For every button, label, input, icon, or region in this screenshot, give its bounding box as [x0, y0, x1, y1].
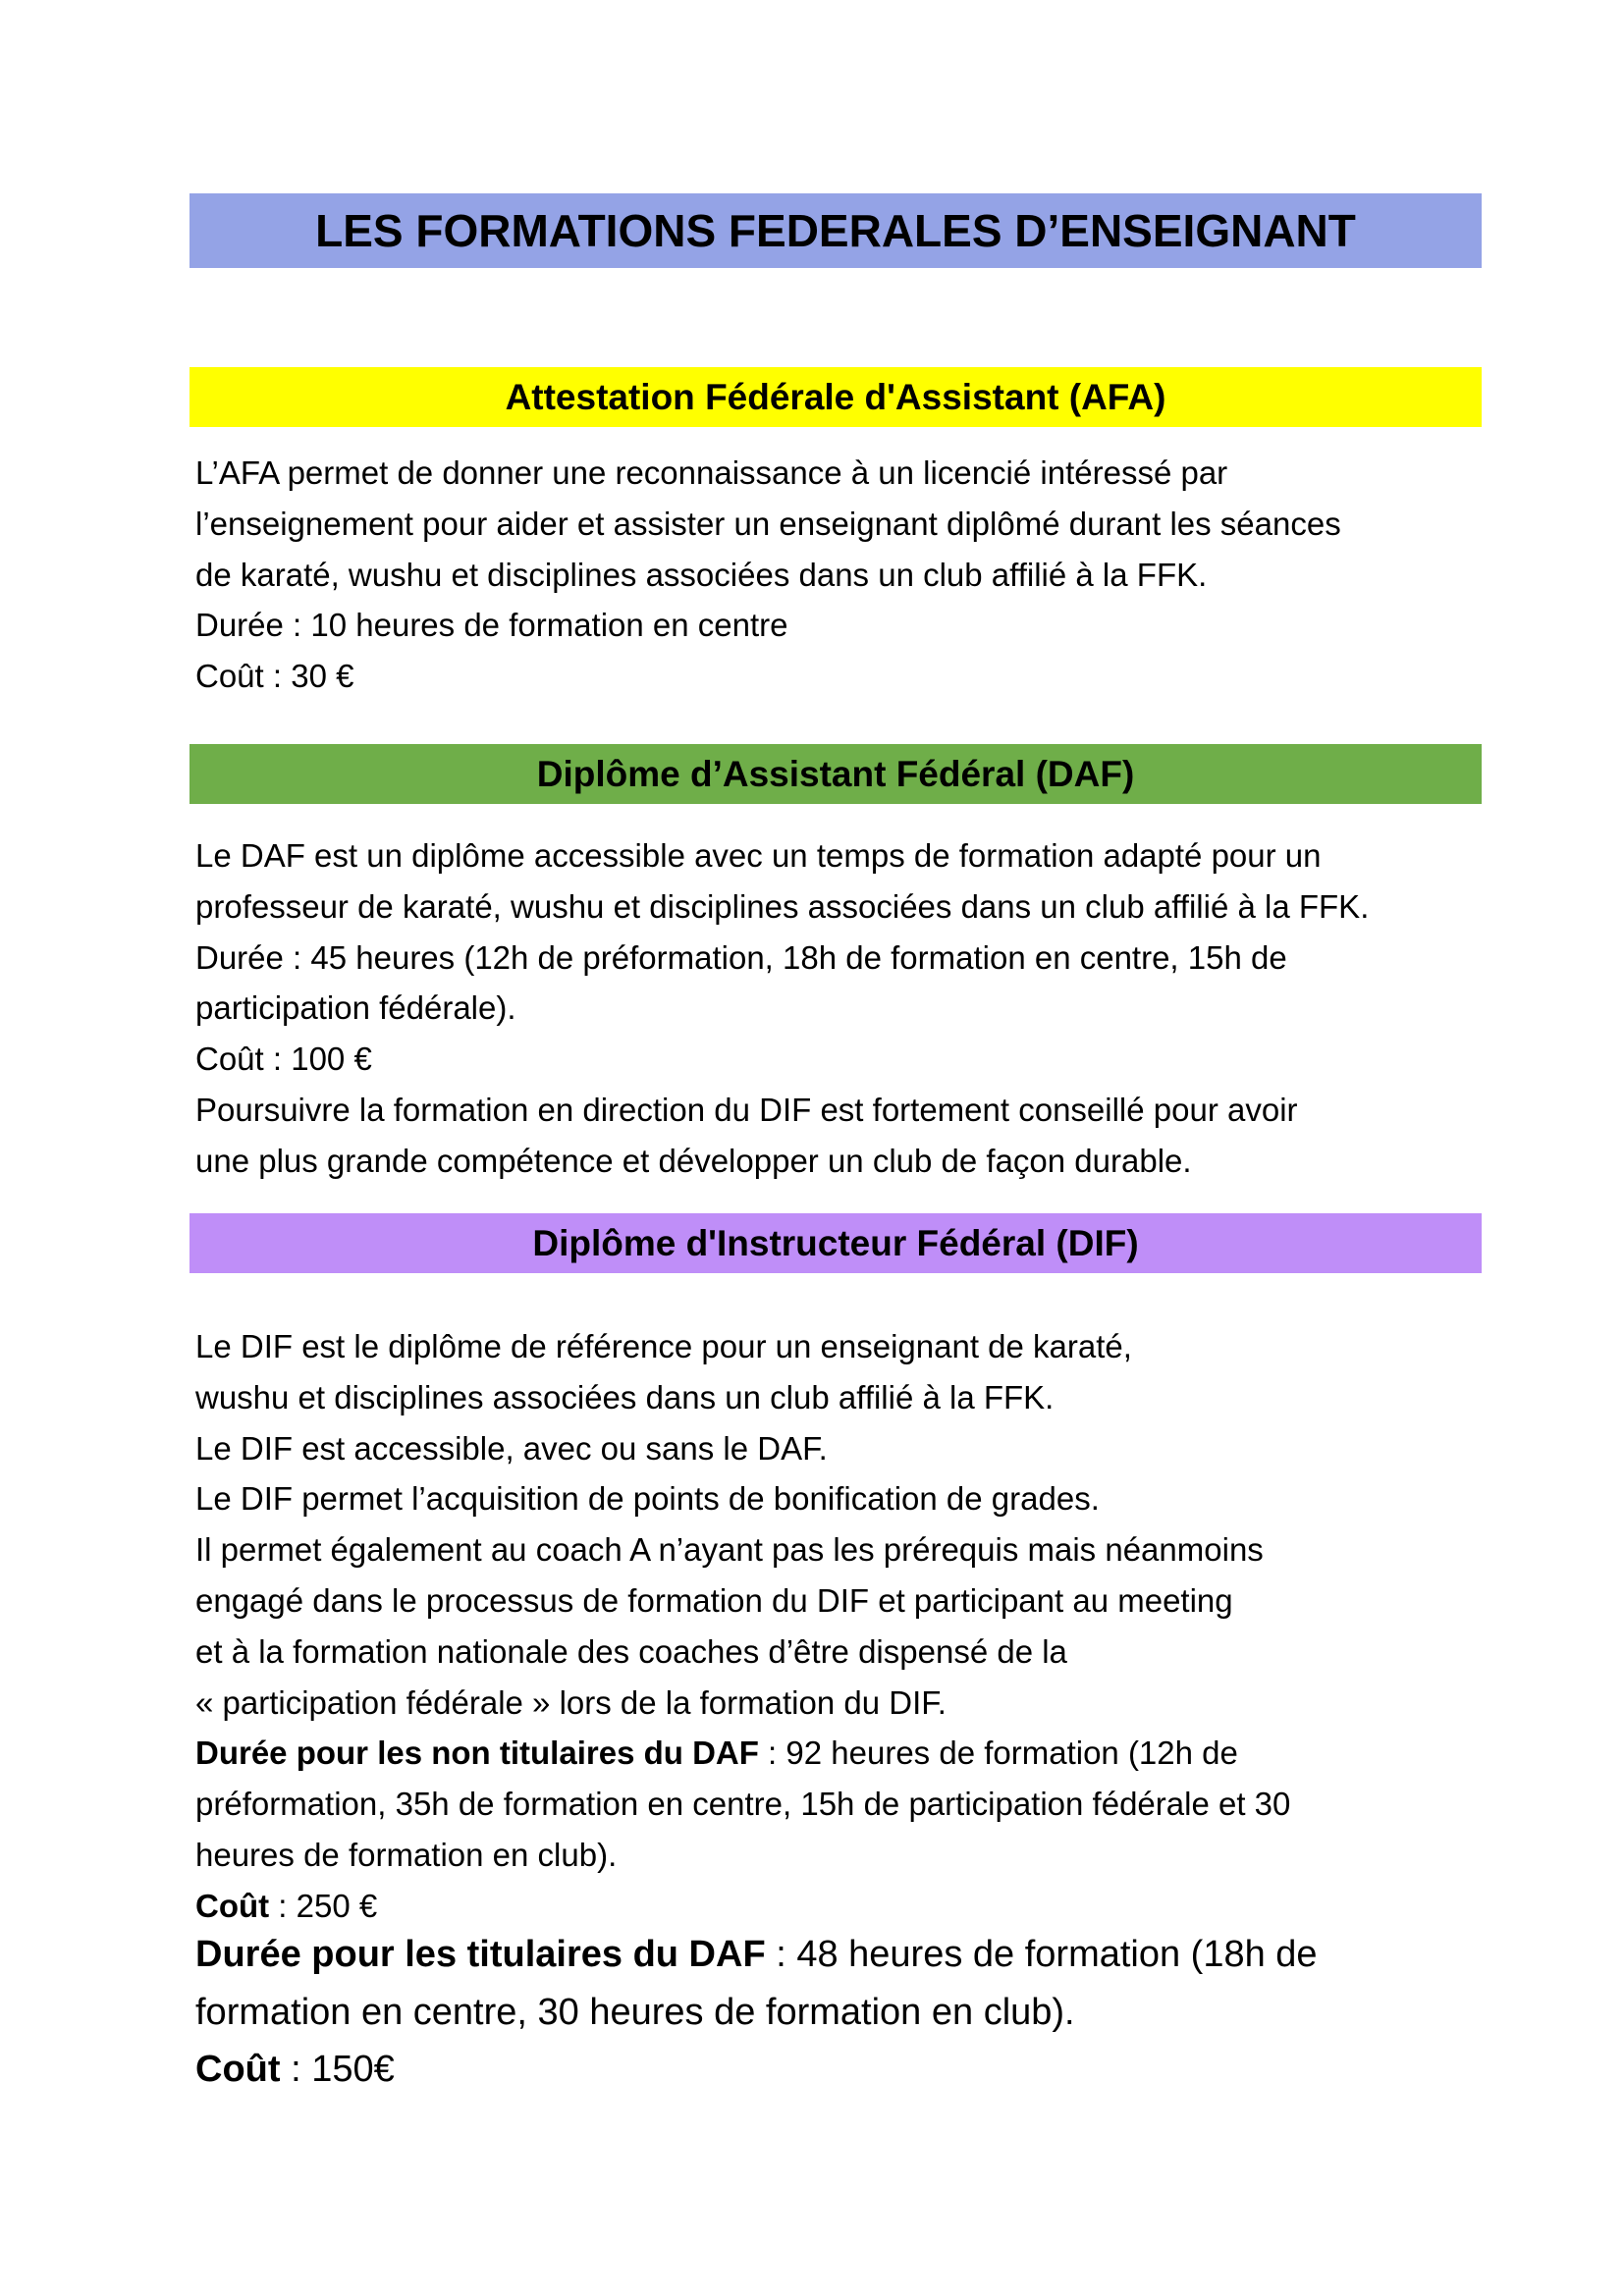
page-title-text: LES FORMATIONS FEDERALES D’ENSEIGNANT — [315, 205, 1356, 256]
cout-value: : 250 € — [269, 1887, 378, 1924]
dif-line: préformation, 35h de formation en centre, 15h de participation fédérale et 30 — [195, 1786, 1291, 1823]
daf-line: une plus grande compétence et développer un club de façon durable. — [195, 1142, 1192, 1179]
daf-description — [195, 830, 1472, 1187]
cout-label: Coût — [195, 1887, 270, 1924]
cout-label: Coût — [195, 2049, 281, 2090]
dif-heading-text: Diplôme d'Instructeur Fédéral (DIF) — [532, 1222, 1139, 1263]
page-title — [189, 193, 1482, 268]
daf-line: professeur de karaté, wushu et disciplines associées dans un club affilié à la FFK. — [195, 887, 1370, 925]
cout-value: : 150€ — [280, 2049, 395, 2090]
dif-line: Le DIF permet l’acquisition de points de bonification de grades. — [195, 1480, 1100, 1518]
afa-line: L’AFA permet de donner une reconnaissance à un licencié intéressé par — [195, 454, 1228, 491]
afa-cost: Coût : 30 € — [195, 658, 354, 695]
afa-description — [195, 448, 1472, 702]
dif-titulaires-block — [195, 1926, 1472, 2099]
dif-titulaires-duration — [195, 1926, 1472, 1984]
non-titulaires-text: : 92 heures de formation (12h de — [758, 1735, 1238, 1772]
daf-line: Poursuivre la formation en direction du DIF est fortement conseillé pour avoir — [195, 1091, 1298, 1128]
titulaires-text: : 48 heures de formation (18h de — [765, 1934, 1318, 1975]
daf-heading-text: Diplôme d’Assistant Fédéral (DAF) — [536, 753, 1135, 794]
afa-duration: Durée : 10 heures de formation en centre — [195, 607, 788, 644]
daf-cost: Coût : 100 € — [195, 1041, 372, 1078]
non-titulaires-label: Durée pour les non titulaires du DAF — [195, 1735, 759, 1772]
titulaires-label: Durée pour les titulaires du DAF — [195, 1934, 766, 1975]
daf-duration: Durée : 45 heures (12h de préformation, 18h de formation en centre, 15h de — [195, 938, 1287, 976]
dif-line: wushu et disciplines associées dans un club affilié à la FFK. — [195, 1378, 1055, 1415]
daf-heading — [189, 744, 1482, 804]
dif-line: heures de formation en club). — [195, 1836, 618, 1873]
dif-heading — [189, 1213, 1482, 1273]
dif-cost-titulaires — [195, 2041, 1472, 2099]
dif-line: engagé dans le processus de formation du DIF et participant au meeting — [195, 1581, 1233, 1619]
dif-non-titulaires-duration — [195, 1728, 1472, 1779]
afa-heading-text: Attestation Fédérale d'Assistant (AFA) — [505, 376, 1166, 417]
daf-line: Le DAF est un diplôme accessible avec un temps de formation adapté pour un — [195, 837, 1322, 874]
dif-line: Le DIF est le diplôme de référence pour un enseignant de karaté, — [195, 1328, 1132, 1364]
dif-line: « participation fédérale » lors de la formation du DIF. — [195, 1683, 947, 1721]
dif-line: formation en centre, 30 heures de formation en club). — [195, 1991, 1075, 2033]
afa-heading — [189, 367, 1482, 427]
dif-cost-non-titulaires — [195, 1881, 1472, 1932]
dif-description — [195, 1321, 1472, 1932]
afa-line: de karaté, wushu et disciplines associées dans un club affilié à la FFK. — [195, 556, 1208, 593]
afa-line: l’enseignement pour aider et assister un enseignant diplômé durant les séances — [195, 505, 1341, 542]
dif-line: Il permet également au coach A n’ayant pas les prérequis mais néanmoins — [195, 1531, 1264, 1569]
daf-line: participation fédérale). — [195, 989, 516, 1027]
dif-line: Le DIF est accessible, avec ou sans le DAF. — [195, 1429, 828, 1467]
dif-line: et à la formation nationale des coaches d’être dispensé de la — [195, 1632, 1067, 1670]
